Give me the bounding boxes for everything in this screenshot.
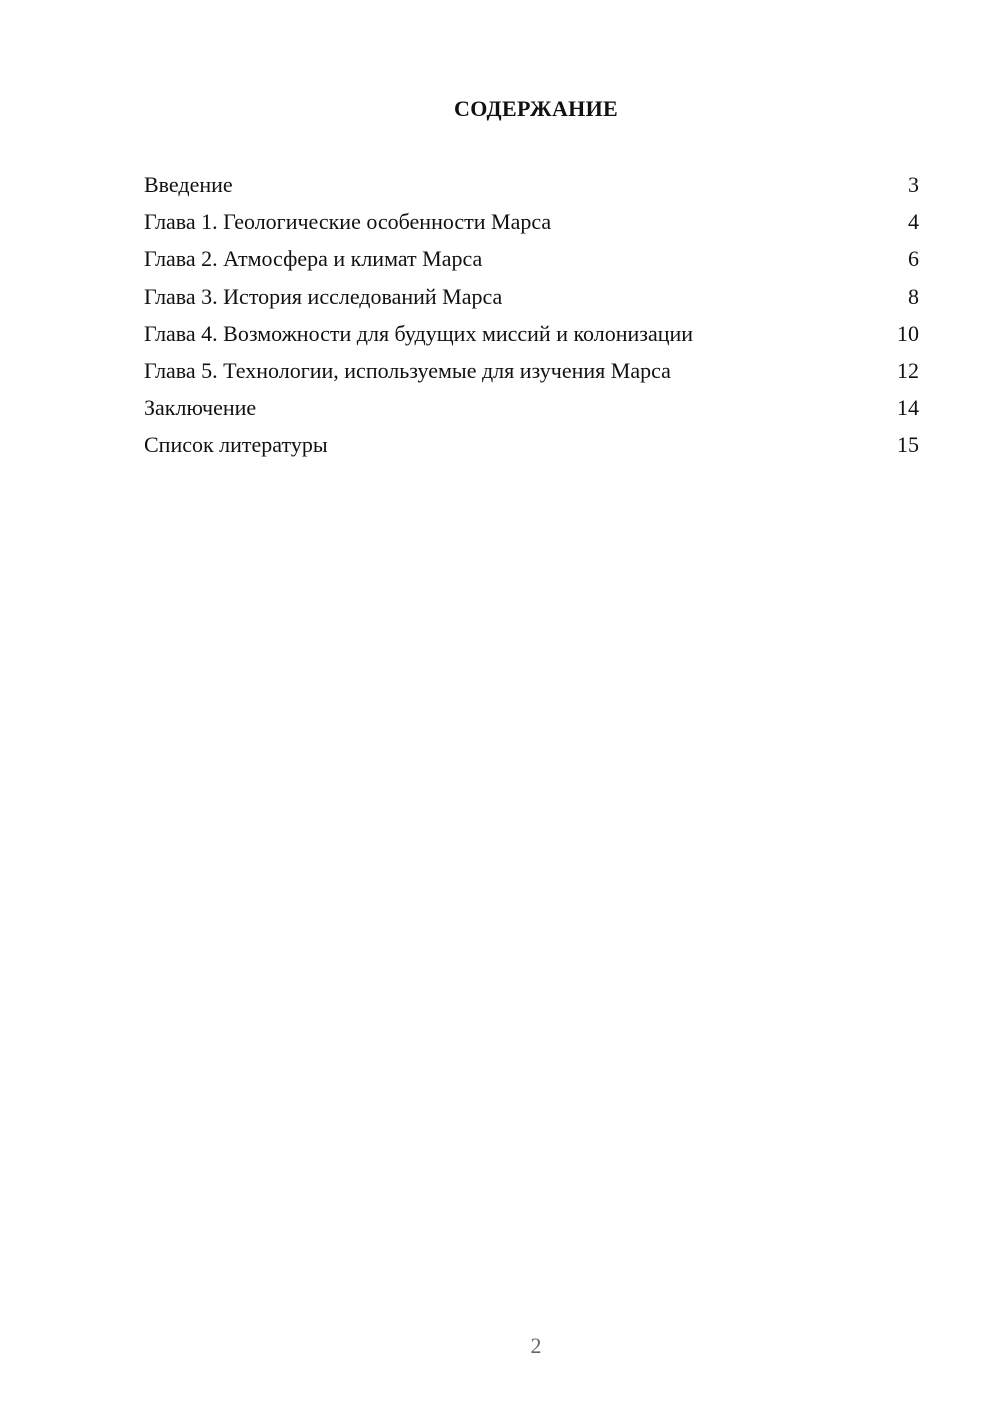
toc-entry-label: Глава 4. Возможности для будущих миссий и колонизации — [144, 320, 694, 346]
toc-entry-label: Заключение — [144, 395, 257, 421]
toc-entry-label: Введение — [144, 172, 233, 197]
toc-entry — [144, 244, 919, 281]
toc-entry — [144, 282, 919, 319]
toc-title: СОДЕРЖАНИЕ — [454, 96, 618, 121]
toc-entry-label: Глава 3. История исследований Марса — [144, 283, 503, 309]
toc-entry — [144, 207, 919, 244]
toc-entry-page: 10 — [897, 320, 919, 346]
toc-entry-page: 6 — [908, 246, 919, 272]
toc-entry — [144, 430, 919, 467]
toc-list — [144, 170, 919, 468]
toc-entry — [144, 170, 919, 207]
toc-entry-label: Список литературы — [144, 432, 328, 458]
toc-entry-page: 8 — [908, 283, 919, 309]
toc-entry-page: 15 — [897, 432, 919, 458]
toc-entry-page: 12 — [897, 357, 919, 383]
toc-entry — [144, 319, 919, 356]
toc-entry-label: Глава 1. Геологические особенности Марса — [144, 209, 552, 235]
toc-entry — [144, 393, 919, 430]
toc-entry-page: 3 — [908, 172, 919, 197]
page-number: 2 — [530, 1333, 542, 1358]
toc-entry-page: 14 — [897, 395, 919, 421]
toc-entry-page: 4 — [908, 209, 919, 235]
toc-entry-label: Глава 5. Технологии, используемые для изучения Марса — [144, 357, 671, 383]
toc-entry — [144, 356, 919, 393]
toc-entry-label: Глава 2. Атмосфера и климат Марса — [144, 246, 483, 272]
